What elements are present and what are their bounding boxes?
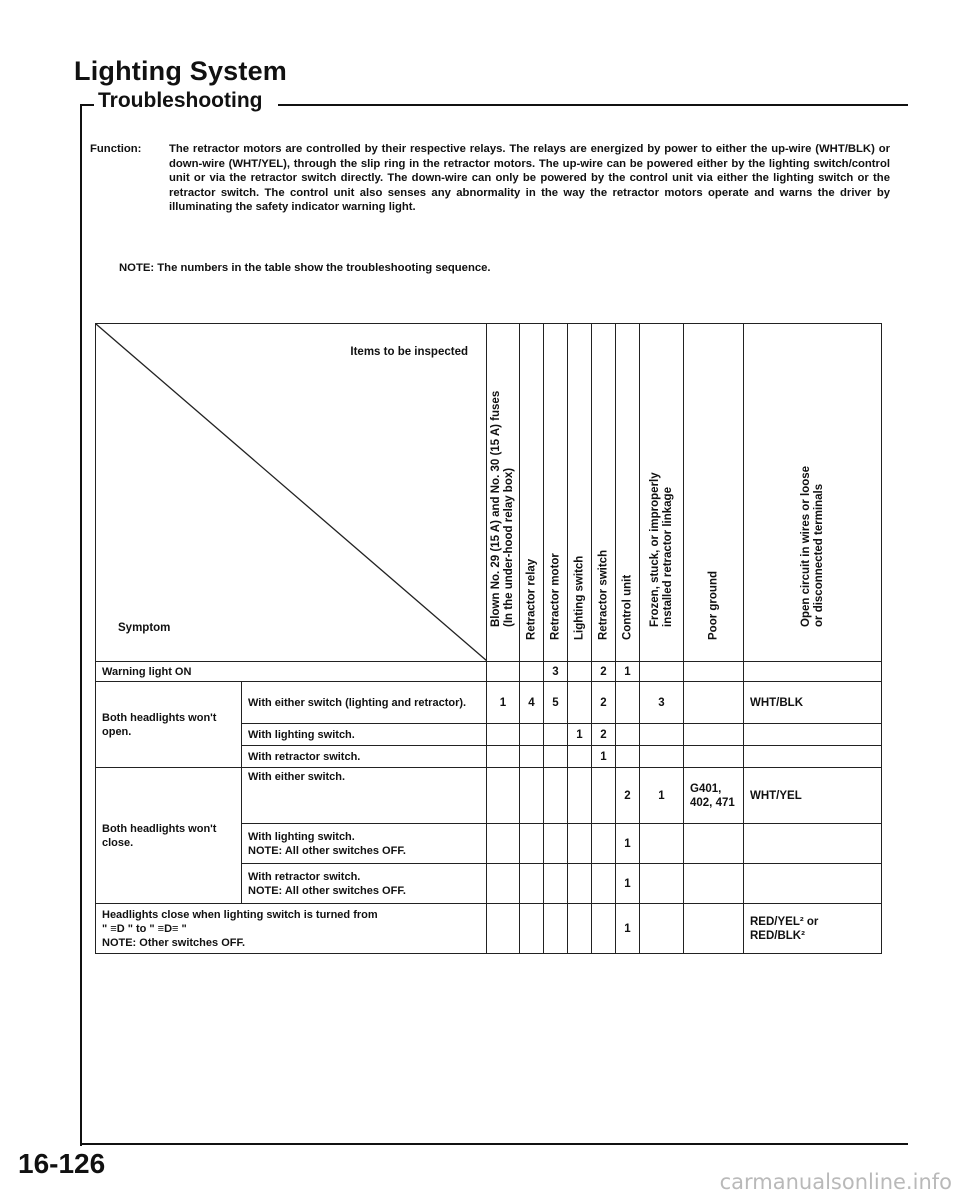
table-row [96,904,882,954]
symptom-close-on-switch: Headlights close when lighting switch is turned from " ≡D " to " ≡D≡ " NOTE: Other switches OFF. [96,904,487,954]
column-header-poor-ground: Poor ground [684,324,744,662]
column-header-linkage: Frozen, stuck, or improperly installed retractor linkage [640,324,684,662]
cell: 2 [592,682,616,724]
function-label: Function: [90,143,142,155]
cell: 3 [640,682,684,724]
cell: 1 [616,904,640,954]
cell: 4 [520,682,544,724]
function-text: The retractor motors are controlled by their respective relays. The relays are energized by power to either the up-wire (WHT/BLK) or down-wire (WHT/YEL), through the slip ring in the retractor motors. The up-wire can be powered either by the lighting switch/control unit or via the retractor switch directly. The down-wire can only be powered by the control unit via either the lighting switch or the retractor switch. The control unit also senses any abnormality in the way the retractor motors operate and warns the driver by illuminating the safety indicator warning light. [169,143,890,214]
cell: 1 [592,746,616,768]
table-row [96,662,882,682]
column-header-retractor-relay: Retractor relay [520,324,544,662]
cell: 5 [544,682,568,724]
symptom-label: Symptom [118,622,171,634]
symptom-warning-light: Warning light ON [96,662,487,682]
cell: 3 [544,662,568,682]
column-header-lighting-switch: Lighting switch [568,324,592,662]
table-corner-cell [96,324,487,662]
cell: 1 [568,724,592,746]
condition: With either switch. [242,768,487,824]
items-to-be-inspected-label: Items to be inspected [350,346,468,358]
page-title: Lighting System [74,56,288,86]
cell: G401, 402, 471 [684,768,744,824]
cell: 2 [616,768,640,824]
column-header-fuses: Blown No. 29 (15 A) and No. 30 (15 A) fuses (In the under-hood relay box) [487,324,520,662]
cell: 1 [640,768,684,824]
cell: WHT/YEL [744,768,882,824]
corner-diagonal [96,324,487,661]
cell: 1 [487,682,520,724]
column-header-retractor-motor: Retractor motor [544,324,568,662]
table-row [96,768,882,824]
cell: 1 [616,662,640,682]
condition: With retractor switch. [242,746,487,768]
cell: 1 [616,824,640,864]
cell: WHT/BLK [744,682,882,724]
condition: With retractor switch. NOTE: All other switches OFF. [242,864,487,904]
note-line: NOTE: The numbers in the table show the troubleshooting sequence. [119,262,491,274]
condition: With lighting switch. NOTE: All other switches OFF. [242,824,487,864]
section-subtitle: Troubleshooting [98,89,272,113]
watermark: carmanualsonline.info [719,1170,952,1194]
symptom-wont-close: Both headlights won't close. [96,768,242,904]
symptom-wont-open: Both headlights won't open. [96,682,242,768]
troubleshooting-table [95,323,882,954]
column-header-open-circuit: Open circuit in wires or loose or disconnected terminals [744,324,882,662]
section-bracket [80,104,94,1146]
bottom-rule [80,1143,908,1145]
cell: RED/YEL² or RED/BLK² [744,904,882,954]
cell: 2 [592,662,616,682]
cell: 2 [592,724,616,746]
section-rule [278,104,908,106]
condition: With lighting switch. [242,724,487,746]
table-row [96,682,882,724]
column-header-retractor-switch: Retractor switch [592,324,616,662]
cell: 1 [616,864,640,904]
condition: With either switch (lighting and retractor). [242,682,487,724]
page-number: 16-126 [18,1148,106,1179]
column-header-control-unit: Control unit [616,324,640,662]
